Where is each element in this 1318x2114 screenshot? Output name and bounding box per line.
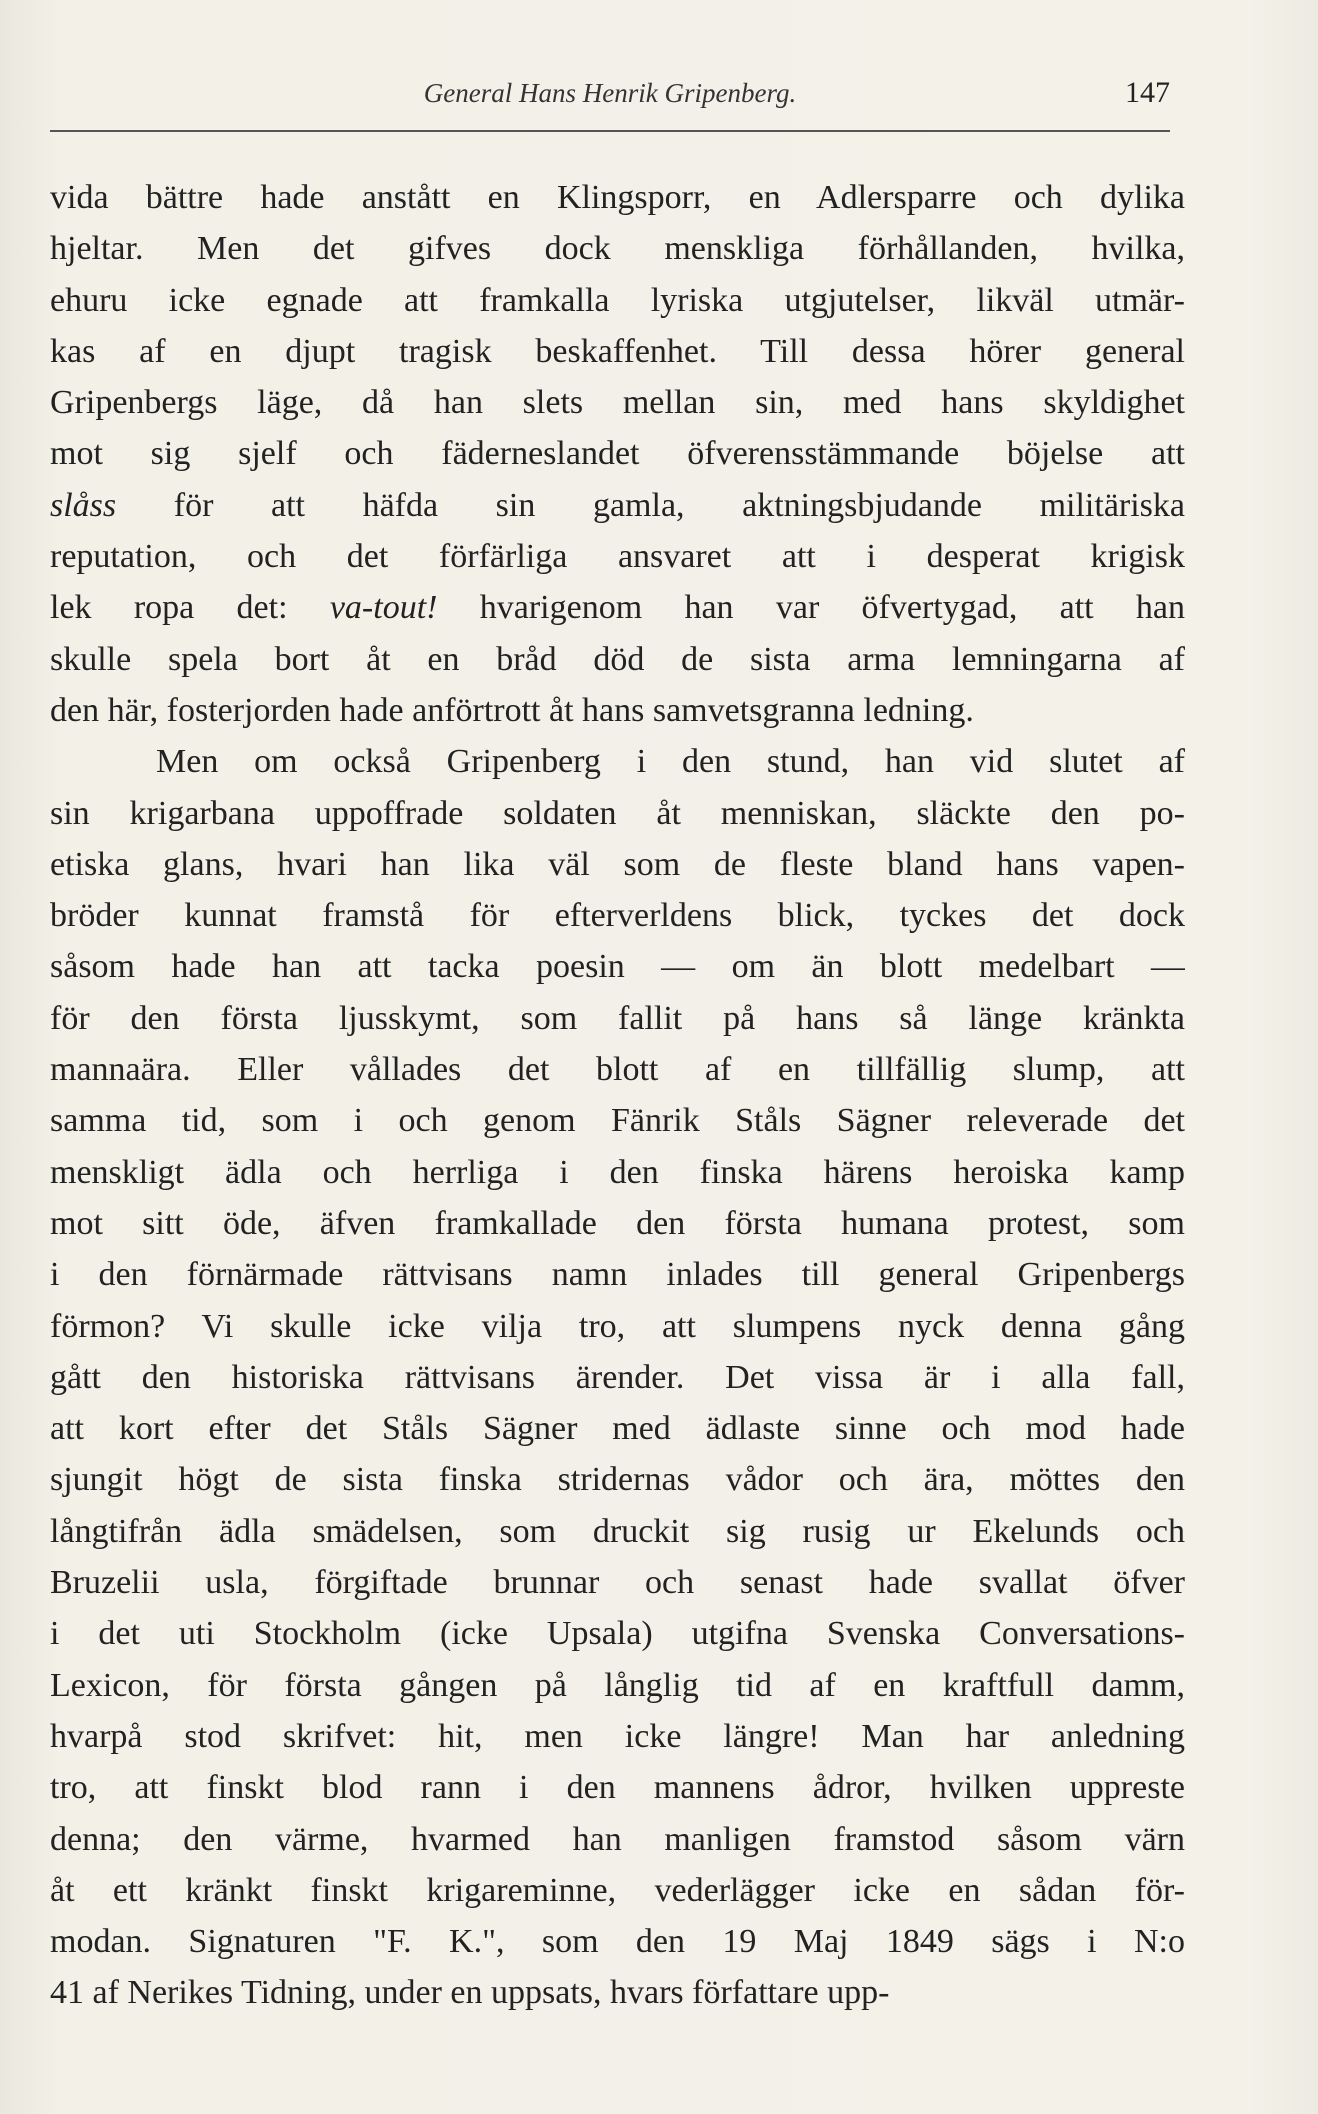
page-number: 147 xyxy=(1125,76,1170,109)
text-line xyxy=(50,1198,1185,1249)
text-segment: förmon? Vi skulle icke vilja tro, att slumpens nyck denna gång xyxy=(50,1307,1185,1345)
text-line xyxy=(50,326,1185,377)
text-segment: för att häfda sin gamla, aktningsbjudande militäriska xyxy=(116,486,1185,524)
text-segment: mot sitt öde, äfven framkallade den första humana protest, som xyxy=(50,1204,1185,1242)
text-segment: den här, fosterjorden hade anförtrott åt hans samvetsgranna ledning. xyxy=(50,691,974,729)
text-line xyxy=(50,1454,1185,1505)
text-segment: mannaära. Eller vållades det blott af en tillfällig slump, att xyxy=(50,1051,1185,1089)
italic-text: slåss xyxy=(50,486,117,524)
text-line xyxy=(50,1403,1185,1454)
text-line xyxy=(50,377,1185,428)
text-segment: reputation, och det förfärliga ansvaret att i desperat krigisk xyxy=(50,538,1185,576)
text-line xyxy=(50,890,1185,941)
text-line xyxy=(50,1352,1185,1403)
text-segment: tro, att finskt blod rann i den mannens ådror, hvilken uppreste xyxy=(50,1769,1185,1807)
text-segment: modan. Signaturen "F. K.", som den 19 Maj 1849 sägs i N:o xyxy=(50,1923,1185,1961)
page-header xyxy=(50,70,1170,132)
text-segment: åt ett kränkt finskt krigareminne, vederlägger icke en sådan för- xyxy=(50,1871,1185,1909)
text-line xyxy=(50,1301,1185,1352)
text-segment: sin krigarbana uppoffrade soldaten åt menniskan, släckte den po- xyxy=(50,794,1185,832)
text-segment: sjungit högt de sista finska stridernas vådor och ära, möttes den xyxy=(50,1461,1185,1499)
text-segment: Lexicon, för första gången på långlig tid af en kraftfull damm, xyxy=(50,1666,1185,1704)
text-line xyxy=(50,1762,1185,1813)
text-segment: denna; den värme, hvarmed han manligen framstod såsom värn xyxy=(50,1820,1185,1858)
text-segment: för den första ljusskymt, som fallit på hans så länge kränkta xyxy=(50,999,1185,1037)
text-line xyxy=(50,788,1185,839)
text-segment: kas af en djupt tragisk beskaffenhet. Till dessa hörer general xyxy=(50,332,1185,370)
text-segment: hvarpå stod skrifvet: hit, men icke längre! Man har anledning xyxy=(50,1717,1185,1755)
text-segment: vida bättre hade anstått en Klingsporr, en Adlersparre och dylika xyxy=(50,179,1185,216)
text-line xyxy=(50,172,1185,223)
italic-text: va-tout! xyxy=(329,589,438,627)
text-line xyxy=(50,275,1185,326)
text-segment: hvarigenom han var öfvertygad, att han xyxy=(437,589,1185,627)
text-line xyxy=(50,223,1185,274)
text-line xyxy=(50,1557,1185,1608)
text-line xyxy=(50,582,1185,633)
text-segment: såsom hade han att tacka poesin — om än blott medelbart — xyxy=(50,948,1185,986)
text-segment: i den förnärmade rättvisans namn inlades till general Gripenbergs xyxy=(50,1256,1185,1294)
text-segment: gått den historiska rättvisans ärender. Det vissa är i alla fall, xyxy=(50,1358,1185,1396)
text-segment: i det uti Stockholm (icke Upsala) utgifna Svenska Conversations- xyxy=(50,1615,1185,1653)
text-line xyxy=(50,1814,1185,1865)
text-segment: ehuru icke egnade att framkalla lyriska utgjutelser, likväl utmär- xyxy=(50,281,1185,319)
text-line xyxy=(50,1608,1185,1659)
text-line xyxy=(50,993,1185,1044)
text-segment: Bruzelii usla, förgiftade brunnar och senast hade svallat öfver xyxy=(50,1564,1185,1602)
text-segment: lek ropa det: xyxy=(50,589,330,627)
text-line xyxy=(50,941,1185,992)
text-segment: samma tid, som i och genom Fänrik Ståls Sägner releverade det xyxy=(50,1102,1185,1140)
text-segment: 41 af Nerikes Tidning, under en uppsats, hvars författare upp- xyxy=(50,1974,890,2012)
running-title: General Hans Henrik Gripenberg. xyxy=(423,78,797,108)
text-segment: etiska glans, hvari han lika väl som de fleste bland hans vapen- xyxy=(50,845,1185,883)
text-segment: långtifrån ädla smädelsen, som druckit sig rusig ur Ekelunds och xyxy=(50,1512,1185,1550)
text-line xyxy=(50,1711,1185,1762)
text-segment: att kort efter det Ståls Sägner med ädlaste sinne och mod hade xyxy=(50,1410,1185,1448)
text-line xyxy=(50,685,1185,736)
text-line xyxy=(50,1147,1185,1198)
text-line xyxy=(50,1660,1185,1711)
text-segment: Men om också Gripenberg i den stund, han vid slutet af xyxy=(156,743,1185,781)
body-text xyxy=(50,172,1185,2019)
text-line xyxy=(50,1865,1185,1916)
text-segment: menskligt ädla och herrliga i den finska härens heroiska kamp xyxy=(50,1153,1185,1191)
text-line xyxy=(50,1044,1185,1095)
text-segment: Gripenbergs läge, då han slets mellan sin, med hans skyldighet xyxy=(50,384,1185,422)
text-line xyxy=(50,480,1185,531)
text-line xyxy=(50,1916,1185,1967)
text-line xyxy=(50,736,1185,787)
text-segment: skulle spela bort åt en bråd död de sista arma lemningarna af xyxy=(50,640,1185,678)
text-segment: mot sig sjelf och fäderneslandet öfverensstämmande böjelse att xyxy=(50,435,1185,473)
text-line xyxy=(50,634,1185,685)
text-line xyxy=(50,1506,1185,1557)
text-line xyxy=(50,428,1185,479)
text-line xyxy=(50,1249,1185,1300)
text-line xyxy=(50,531,1185,582)
text-line xyxy=(50,839,1185,890)
text-segment: bröder kunnat framstå för efterverldens blick, tyckes det dock xyxy=(50,897,1185,935)
text-line xyxy=(50,1095,1185,1146)
text-line xyxy=(50,1967,1185,2018)
text-segment: hjeltar. Men det gifves dock menskliga förhållanden, hvilka, xyxy=(50,230,1185,268)
